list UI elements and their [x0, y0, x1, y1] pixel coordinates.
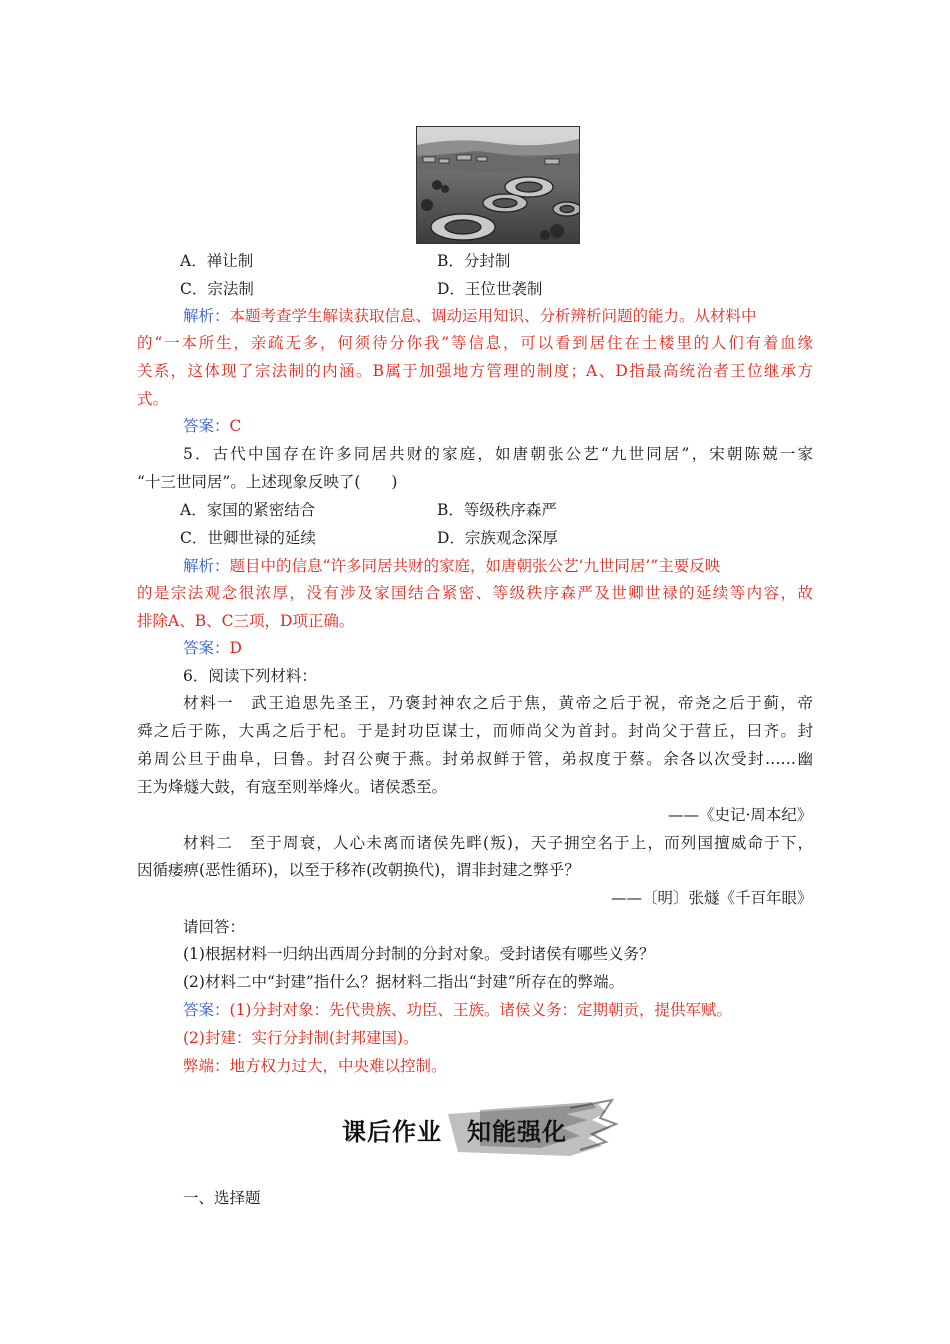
- q5-analysis-label: 解析：: [183, 557, 230, 575]
- q4-analysis-line-3: 关系，这体现了宗法制的内涵。B属于加强地方管理的制度；A、D指最高统治者王位继承方: [137, 362, 813, 380]
- q6-material-1-line-4: 王为烽燧大鼓，有寇至则举烽火。诸侯悉至。: [137, 778, 448, 796]
- q6-ask-1: (1)根据材料一归纳出西周分封制的分封对象。受封诸侯有哪些义务？: [183, 945, 655, 963]
- tulou-photo-drawing: [417, 127, 579, 243]
- q4-analysis-line-2: 的“一本所生，亲疏无多，何须待分你我”等信息，可以看到居住在土楼里的人们有着血缘: [137, 334, 813, 352]
- q4-answer-label: 答案：: [183, 417, 230, 435]
- q6-answer-line-3: 弊端：地方权力过大，中央难以控制。: [183, 1057, 447, 1075]
- q5-option-b: B．等级秩序森严: [437, 501, 557, 519]
- q6-material-2-line-1: 材料二 至于周衰，人心未离而诸侯先畔(叛)，天子拥空名于上，而列国擅威命于下，: [183, 834, 813, 852]
- q5-analysis-text-1: 题目中的信息“许多同居共财的家庭，如唐朝张公艺‘九世同居’”主要反映: [229, 557, 721, 575]
- q6-material-2-source: ——〔明〕张燧《千百年眼》: [611, 889, 813, 907]
- q6-answer-label: 答案：: [183, 1001, 230, 1019]
- q6-answer-text-1: (1)分封对象：先代贵族、功臣、王族。诸侯义务：定期朝贡，提供军赋。: [229, 1001, 732, 1019]
- q6-material-1-source: ——《史记·周本纪》: [668, 806, 813, 824]
- q6-stem: 6．阅读下列材料：: [183, 667, 317, 685]
- q6-ask-2: (2)材料二中“封建”指什么？据材料二指出“封建”所存在的弊端。: [183, 973, 625, 991]
- q6-material-1-line-3: 弟周公旦于曲阜，曰鲁。封召公奭于燕。封弟叔鲜于管，弟叔度于蔡。余各以次受封……幽: [137, 750, 813, 768]
- q5-answer-label: 答案：: [183, 639, 230, 657]
- q5-answer-value: D: [229, 639, 242, 657]
- q5-option-c: C．世卿世禄的延续: [180, 529, 316, 547]
- q4-analysis-label: 解析：: [183, 307, 230, 325]
- q5-option-a: A．家国的紧密结合: [180, 501, 316, 519]
- section-banner: [330, 1098, 620, 1160]
- q5-analysis-line-1: [183, 556, 720, 576]
- q6-material-1-line-1: 材料一 武王追思先圣王，乃褒封神农之后于焦，黄帝之后于祝，帝尧之后于蓟，帝: [183, 694, 813, 712]
- q5-analysis-line-3: 排除A、B、C三项，D项正确。: [137, 612, 355, 630]
- q6-answer-line-2: (2)封建：实行分封制(封邦建国)。: [183, 1029, 419, 1047]
- banner-title: 课后作业 知能强化: [342, 1118, 567, 1146]
- q5-option-d: D．宗族观念深厚: [437, 529, 558, 547]
- q4-answer: [183, 416, 241, 436]
- q6-material-1-line-2: 舜之后于陈，大禹之后于杞。于是封功臣谋士，而师尚父为首封。封尚父于营丘，曰齐。封: [137, 722, 813, 740]
- q4-option-d: D．王位世袭制: [437, 280, 543, 298]
- q6-answer-line-1: [183, 1000, 732, 1020]
- q4-analysis-text-1: 本题考查学生解读获取信息、调动运用知识、分析辨析问题的能力。从材料中: [229, 307, 757, 325]
- q5-stem-line-2: “十三世同居”。上述现象反映了( ): [137, 473, 398, 491]
- q4-answer-value: C: [229, 417, 242, 435]
- q4-analysis-line-4: 式。: [137, 390, 169, 408]
- q4-analysis-line-1: [183, 306, 757, 326]
- q5-analysis-line-2: 的是宗法观念很浓厚，没有涉及家国结合紧密、等级秩序森严及世卿世禄的延续等内容，故: [137, 584, 813, 602]
- q4-option-a: A．禅让制: [180, 252, 254, 270]
- q6-ask: 请回答：: [183, 918, 246, 936]
- q5-stem-line-1: 5．古代中国存在许多同居共财的家庭，如唐朝张公艺“九世同居”，宋朝陈兢一家: [183, 445, 813, 463]
- q4-option-b: B．分封制: [437, 252, 511, 270]
- q5-answer: [183, 638, 242, 658]
- q4-option-c: C．宗法制: [180, 280, 254, 298]
- tulou-photo: [416, 126, 580, 244]
- q6-material-2-line-2: 因循痿痹(恶性循环)，以至于移祚(改朝换代)，谓非封建之弊乎？: [137, 861, 580, 879]
- section-title: 一、选择题: [183, 1189, 261, 1207]
